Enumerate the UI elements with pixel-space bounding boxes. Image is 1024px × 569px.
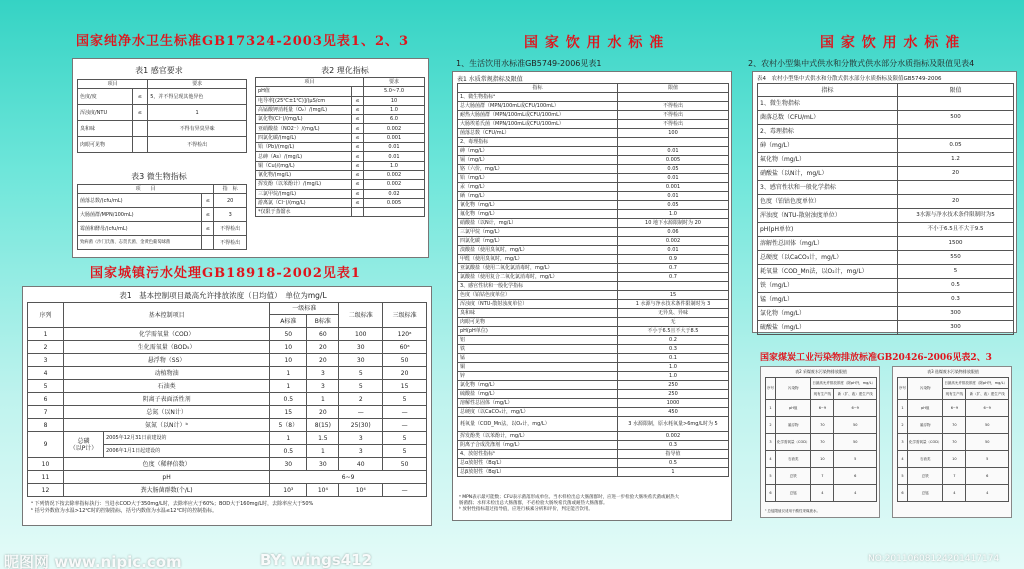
sewage-table: 序列 基本控制项目 一级标准 二级标准 三级标准 A标准 B标准 1 化学需氧量（COD） 50 60 100 120ᵃ 2 生化需氧量（BOD₅） 10 20 30 60ᵃ 3 悬浮物（SS） 10 20 30 50 4 动植物油 1 3 5 20 5 石油类 1 3 5 15 6 阴离子表面活性剂 0.5 1 2 5 7 总氮（以N计） 15 20 — — 8 氨氮（以N计）ᵇ 5（8） 8(15) 25(30) — 9 总磷 （以P计） 2005年12月31日前建设的 1 1.5 3 5 2006年1月1日起建设的 0.5 1 3 5 10 色度（稀释倍数） 30 30 40 50 11 pH 6~9 12 粪大肠菌群数(个/L) 10³ 10⁴ 10⁴ —: [27, 302, 427, 497]
table-row: 色度/度 ≤ 5，并不得呈现其他异色: [78, 89, 247, 105]
table-row: 3、感官性状和一般化学指标: [758, 181, 1014, 195]
table-row: 氯化物（mg/L） 250: [458, 381, 729, 390]
table-row: 氯化物（mg/L） 300: [758, 307, 1014, 321]
table-row: 耗氧量（COD_Mn法，以O₂计，mg/L） 3 水源限制，原水耗氧量>6mg/L时为 5: [458, 417, 729, 432]
table-row: 1 化学需氧量（COD） 50 60 100 120ᵃ: [28, 328, 427, 341]
table-row: 锌 1.0: [458, 372, 729, 381]
table-row: pH(pH单位) 不小于6.5且不大于8.5: [458, 327, 729, 336]
table-row: 肉眼可见物 不得检出: [78, 137, 247, 153]
table-row: 2 悬浮物 70 50: [898, 417, 1009, 434]
panel-rural-water: [752, 71, 1017, 333]
watermark-number: NO:20110608124201417174: [868, 554, 1000, 564]
right-subtitle: 2、农村小型集中式供水和分散式供水部分水质指标及限值见表4: [748, 59, 975, 68]
title-drinking-water-mid: 国 家 饮 用 水 标 准: [524, 35, 665, 51]
table-row: 菌落总数（CFU/mL） 100: [458, 129, 729, 138]
sewage-notes: ᵃ 下列情况下按去除率指标执行：当进水COD大于350mg/L时，去除率应大于60%；BOD大于160mg/L时，去除率应大于50% ᵇ 括号外数值为水温>12℃时的控制指标，括号内数值为水温≤12℃时的控制指标。: [31, 501, 314, 514]
table-row: 挥发酚（以苯酚计）/(mg/L) ≤ 0.002: [256, 180, 425, 189]
coal-doc-right: [892, 366, 1012, 518]
table-row: 菌落总数/(cfu/mL) ≤ 20: [78, 194, 247, 208]
caption-table1: 表1 感官要求: [135, 66, 183, 75]
caption-right: 表4 农村小型集中式供水和分散式供水部分水质指标及限值GB5749-2006: [757, 76, 942, 82]
table-row: 2 悬浮物 70 50: [766, 417, 877, 434]
table-row: 6 总锰 4 4: [766, 485, 877, 502]
table-row: 铜（Cu)/(mg/L) ≤ 1.0: [256, 161, 425, 170]
table-row: 氰化物/(mg/L) ≤ 0.002: [256, 170, 425, 179]
table-row: 挥发酚类（以苯酚计，mg/L） 0.002: [458, 432, 729, 441]
table-row: 硒（mg/L） 0.01: [458, 192, 729, 201]
table-row: 总硬度（以CaCO₃计，mg/L） 550: [758, 251, 1014, 265]
table-row: 11 pH 6~9: [28, 471, 427, 484]
table-row: 总β放射性（Bq/L） 1: [458, 468, 729, 477]
table-row: 硫酸盐（mg/L） 300: [758, 321, 1014, 335]
table-row: 5 总铁 7 6: [766, 468, 877, 485]
table-row: 溶解性总固体（mg/L） 1000: [458, 399, 729, 408]
table-row: 高锰酸钾消耗量（O₂）/(mg/L) ≤ 1.0: [256, 105, 425, 114]
table-row: 镉（mg/L） 0.005: [458, 156, 729, 165]
table-row: 2、毒理指标: [458, 138, 729, 147]
table-row: 四氯化碳/(mg/L) ≤ 0.001: [256, 133, 425, 142]
table-row: 耐热大肠菌群（MPN/100mL或CFU/100mL） 不得检出: [458, 111, 729, 120]
table1: [77, 79, 247, 153]
right-table: 指标 限值 1、微生物指标 菌落总数（CFU/mL） 500 2、毒理指标 砷（mg/L） 0.05 氟化物（mg/L） 1.2 硝酸盐（以N计，mg/L） 20 3、感官性状和一般化学指标 色度（铂钴色度单位） 20 浑浊度（NTU-散射浊度单位） 3水源与净水技术条件限制时为5 pH(pH单位) 不小于6.5且不大于9.5 溶解性总固体（mg/L） 1500 总硬度（以CaCO₃计，mg/L） 550 耗氧量（COD_Mn法，以O₂计，mg/L） 5 铁（mg/L） 0.5 锰（mg/L） 0.3 氯化物（mg/L） 300 硫酸盐（mg/L） 300: [757, 83, 1014, 335]
table-row: 3 化学需氧量（COD） 70 50: [898, 434, 1009, 451]
table-row: 总大肠菌群（MPN/100mL或CFU/100mL） 不得检出: [458, 102, 729, 111]
table-row: pH(pH单位) 不小于6.5且不大于9.5: [758, 223, 1014, 237]
table-row: 铜 1.0: [458, 363, 729, 372]
table-row: 4 石油类 10 5: [898, 451, 1009, 468]
mid-notes: ᵃ MPN表示最可能数；CFU表示菌落形成单位。当水样检出总大肠菌群时，应进一步检验大肠埃希氏菌或耐热大 肠菌群；水样未检出总大肠菌群，不必检验大肠埃希氏菌或耐热大肠菌群。 ᵇ 放射性指标超过指导值，应进行核素分析和评价，判定能否饮用。: [459, 495, 680, 512]
table-row: 1 pH值 6~9 6~9: [766, 400, 877, 417]
table-row: 2 生化需氧量（BOD₅） 10 20 30 60ᵃ: [28, 341, 427, 354]
table-row: 铁（mg/L） 0.5: [758, 279, 1014, 293]
table-row: 6 阴离子表面活性剂 0.5 1 2 5: [28, 393, 427, 406]
table-row: 8 氨氮（以N计）ᵇ 5（8） 8(15) 25(30) —: [28, 419, 427, 432]
table-row: 肉眼可见物 无: [458, 318, 729, 327]
watermark-author: BY: wings412: [260, 551, 373, 569]
table-row: 砷（mg/L） 0.01: [458, 147, 729, 156]
mid-table: 指标 限值 1、微生物指标ᵃ 总大肠菌群（MPN/100mL或CFU/100mL） 不得检出 耐热大肠菌群（MPN/100mL或CFU/100mL） 不得检出 大肠埃希氏菌（MPN/100mL或CFU/100mL） 不得检出 菌落总数（CFU/mL） 100 2、毒理指标 砷（mg/L） 0.01 镉（mg/L） 0.005 铬（六价，mg/L） 0.05 铅（mg/L） 0.01 汞（mg/L） 0.001 硒（mg/L） 0.01 氰化物（mg/L） 0.05 氟化物（mg/L） 1.0 硝酸盐（以N计，mg/L） 10 地下水源限制时为 20 三氯甲烷（mg/L） 0.06 四氯化碳（mg/L） 0.002 溴酸盐（使用臭氧时，mg/L） 0.01 甲醛（使用臭氧时，mg/L） 0.9 亚氯酸盐（使用二氧化氯消毒时，mg/L） 0.7 氯酸盐（使用复合二氧化氯消毒时，mg/L） 0.7 3、感官性状和一般化学指标 色度（铂钴色度单位） 15 浑浊度（NTU-散射浊度单位） 1 水源与净水技术条件限制时为 3 臭和味 无异臭、异味 肉眼可见物 无 pH(pH单位) 不小于6.5且不大于8.5 铝 0.2 铁 0.3 锰 0.1 铜 1.0 锌 1.0 氯化物（mg/L） 250 硫酸盐（mg/L） 250 溶解性总固体（mg/L） 1000 总硬度（以CaCO₃计，mg/L） 450 耗氧量（COD_Mn法，以O₂计，mg/L） 3 水源限制，原水耗氧量>6mg/L时为 5 挥发酚类（以苯酚计，mg/L） 0.002 阴离子合成洗涤剂（mg/L） 0.3 4、放射性指标ᵇ 指导值 总α放射性（Bq/L） 0.5 总β放射性（Bq/L） 1: [457, 83, 729, 477]
coal-doc-left: [760, 366, 880, 518]
coal-left-caption: 表2 采煤废水污染物排放限值: [795, 369, 847, 374]
table-row: 浑浊度/NTU ≤ 1: [78, 105, 247, 121]
table-row: 1、微生物指标ᵃ: [458, 93, 729, 102]
panel-drinking-water: [452, 71, 732, 521]
table-row: 硝酸盐（以N计，mg/L） 20: [758, 167, 1014, 181]
title-sewage: 国家城镇污水处理GB18918-2002见表1: [90, 266, 361, 281]
table-row: 大肠菌群/MPN/100mL) ≤ 3: [78, 208, 247, 222]
title-pure-water: 国家纯净水卫生标准GB17324-2003见表1、2、3: [76, 34, 410, 49]
table-row: 汞（mg/L） 0.001: [458, 183, 729, 192]
panel-sewage: [22, 286, 432, 526]
table-row: 锰 0.1: [458, 354, 729, 363]
table-row: 氟化物（mg/L） 1.0: [458, 210, 729, 219]
coal-right-table: 序号 污染物 日最高允许排放浓度（除pH外，mg/L） 现有生产线 新（扩、改）建生产线 1 pH值 6~9 6~9 2 悬浮物 70 50 3 化学需氧量（COD） 70 50 4 石油类 10 5 5 总铁 7 6 6 总锰 4 4: [897, 377, 1009, 502]
table-row: 氰化物（mg/L） 0.05: [458, 201, 729, 210]
table-row: 阴离子合成洗涤剂（mg/L） 0.3: [458, 441, 729, 450]
panel-pure-water: [72, 58, 429, 258]
table-row: 7 总氮（以N计） 15 20 — —: [28, 406, 427, 419]
table-row: 3、感官性状和一般化学指标: [458, 282, 729, 291]
table-row: 2006年1月1日起建设的 0.5 1 3 5: [28, 445, 427, 458]
title-coal: 国家煤炭工业污染物排放标准GB20426-2006见表2、3: [760, 353, 992, 363]
t1-head-req: 要求: [148, 80, 247, 89]
table-row: 四氯化碳（mg/L） 0.002: [458, 237, 729, 246]
table-row: 6 总锰 4 4: [898, 485, 1009, 502]
caption-table2: 表2 理化指标: [321, 66, 369, 75]
table-row: 3 悬浮物（SS） 10 20 30 50: [28, 354, 427, 367]
caption-mid: 表1 水质常规指标及限值: [457, 76, 523, 83]
t1-head-item: 项目: [78, 80, 148, 89]
table-row: 9 总磷 （以P计） 2005年12月31日前建设的 1 1.5 3 5: [28, 432, 427, 445]
table-row: 硫酸盐（mg/L） 250: [458, 390, 729, 399]
table-row: 臭和味 不得有异臭异味: [78, 121, 247, 137]
coal-right-caption: 表3 选煤废水污染物排放限值: [927, 369, 979, 374]
table-row: 色度（铂钴色度单位） 15: [458, 291, 729, 300]
caption-sewage: 表1 基本控制项目最高允许排放浓度（日均值） 单位为mg/L: [119, 291, 327, 300]
table-row: 氯化物(Cl⁻)/(mg/L) ≤ 6.0: [256, 115, 425, 124]
table-row: 氯酸盐（使用复合二氧化氯消毒时，mg/L） 0.7: [458, 273, 729, 282]
table-row: 1 pH值 6~9 6~9: [898, 400, 1009, 417]
table-row: 大肠埃希氏菌（MPN/100mL或CFU/100mL） 不得检出: [458, 120, 729, 129]
t3-head-val: 指 标: [214, 185, 247, 194]
coal-left-table: 序号 污染物 日最高允许排放浓度（除pH外，mg/L） 现有生产线 新（扩、改）建生产线 1 pH值 6~9 6~9 2 悬浮物 70 50 3 化学需氧量（COD） 70 50 4 石油类 10 5 5 总铁 7 6 6 总锰 4 4: [765, 377, 877, 502]
table-row: 浑浊度（NTU-散射浊度单位） 1 水源与净水技术条件限制时为 3: [458, 300, 729, 309]
table-row: 铝 0.2: [458, 336, 729, 345]
table-row: 总硬度（以CaCO₃计，mg/L） 450: [458, 408, 729, 417]
table-row: 10 色度（稀释倍数） 30 30 40 50: [28, 458, 427, 471]
table-row: 游离氯（Cl⁻)/(mg/L) ≤ 0.005: [256, 198, 425, 207]
table-row: 溴酸盐（使用臭氧时，mg/L） 0.01: [458, 246, 729, 255]
watermark-site: 昵图网 www.nipic.com: [4, 553, 182, 569]
table-row: 耗氧量（COD_Mn法，以O₂计，mg/L） 5: [758, 265, 1014, 279]
table-row: 溶解性总固体（mg/L） 1500: [758, 237, 1014, 251]
table-row: 锰（mg/L） 0.3: [758, 293, 1014, 307]
table-row: 电导率[(25℃±1℃)]/(μS/cm ≤ 10: [256, 96, 425, 105]
table-row: 色度（铂钴色度单位） 20: [758, 195, 1014, 209]
table-row: 砷（mg/L） 0.05: [758, 139, 1014, 153]
table-row: 4 石油类 10 5: [766, 451, 877, 468]
table3: [77, 184, 247, 250]
coal-left-note: ᵃ 总锰限值仅适用于酸性采煤废水。: [765, 509, 820, 513]
table-row: 铬（六价，mg/L） 0.05: [458, 165, 729, 174]
table2: 项目 要求 pH值 5.0~7.0 电导率[(25℃±1℃)]/(μS/cm ≤ 10 高锰酸钾消耗量（O₂）/(mg/L) ≤ 1.0 氯化物(Cl⁻)/(mg/L) ≤ 6.0 亚硝酸盐（NO2⁻）/(mg/L) ≤ 0.002 四氯化碳/(mg/L) ≤ 0.001 铅（Pb)/(mg/L) ≤ 0.01 总砷（As）/(mg/L) ≤ 0.01 铜（Cu)/(mg/L) ≤ 1.0 氰化物/(mg/L) ≤ 0.002 挥发酚（以苯酚计）/(mg/L) ≤ 0.002 三氯甲烷/(mg/L) ≤ 0.02 游离氯（Cl⁻)/(mg/L) ≤ 0.005 *仅限于蒸馏水: [255, 77, 425, 217]
table-row: 铅（mg/L） 0.01: [458, 174, 729, 183]
table-row: 5 石油类 1 3 5 15: [28, 380, 427, 393]
table-row: 甲醛（使用臭氧时，mg/L） 0.9: [458, 255, 729, 264]
table-row: 总α放射性（Bq/L） 0.5: [458, 459, 729, 468]
mid-subtitle: 1、生活饮用水标准GB5749-2006见表1: [456, 59, 602, 68]
table-row: 5 总铁 7 6: [898, 468, 1009, 485]
table-row: 浑浊度（NTU-散射浊度单位） 3水源与净水技术条件限制时为5: [758, 209, 1014, 223]
table-row: 12 粪大肠菌群数(个/L) 10³ 10⁴ 10⁴ —: [28, 484, 427, 497]
table-row: 1、微生物指标: [758, 97, 1014, 111]
t3-head-item: 项 目: [78, 185, 214, 194]
table-row: 4、放射性指标ᵇ 指导值: [458, 450, 729, 459]
table-row: 2、毒理指标: [758, 125, 1014, 139]
table-row: 霉菌和酵母/(cfu/mL) ≤ 不得检出: [78, 222, 247, 236]
table-row: 致病菌（沙门氏菌、志贺氏菌、金黄色葡萄球菌 不得检出: [78, 236, 247, 250]
table-row: pH值 5.0~7.0: [256, 87, 425, 96]
table-row: 总砷（As）/(mg/L) ≤ 0.01: [256, 152, 425, 161]
table-row: 3 化学需氧量（COD） 70 50: [766, 434, 877, 451]
table-row: 氟化物（mg/L） 1.2: [758, 153, 1014, 167]
table-row: 亚硝酸盐（NO2⁻）/(mg/L) ≤ 0.002: [256, 124, 425, 133]
table-row: 三氯甲烷（mg/L） 0.06: [458, 228, 729, 237]
table-row: 硝酸盐（以N计，mg/L） 10 地下水源限制时为 20: [458, 219, 729, 228]
table-row: 臭和味 无异臭、异味: [458, 309, 729, 318]
caption-table3: 表3 微生物指标: [131, 172, 187, 181]
title-drinking-water-right: 国 家 饮 用 水 标 准: [820, 35, 961, 51]
table-row: *仅限于蒸馏水: [256, 208, 425, 217]
table-row: 铁 0.3: [458, 345, 729, 354]
table-row: 三氯甲烷/(mg/L) ≤ 0.02: [256, 189, 425, 198]
table-row: 亚氯酸盐（使用二氧化氯消毒时，mg/L） 0.7: [458, 264, 729, 273]
watermark-bar: [0, 549, 1024, 569]
table-row: 菌落总数（CFU/mL） 500: [758, 111, 1014, 125]
table-row: 4 动植物油 1 3 5 20: [28, 367, 427, 380]
table-row: 铅（Pb)/(mg/L) ≤ 0.01: [256, 143, 425, 152]
